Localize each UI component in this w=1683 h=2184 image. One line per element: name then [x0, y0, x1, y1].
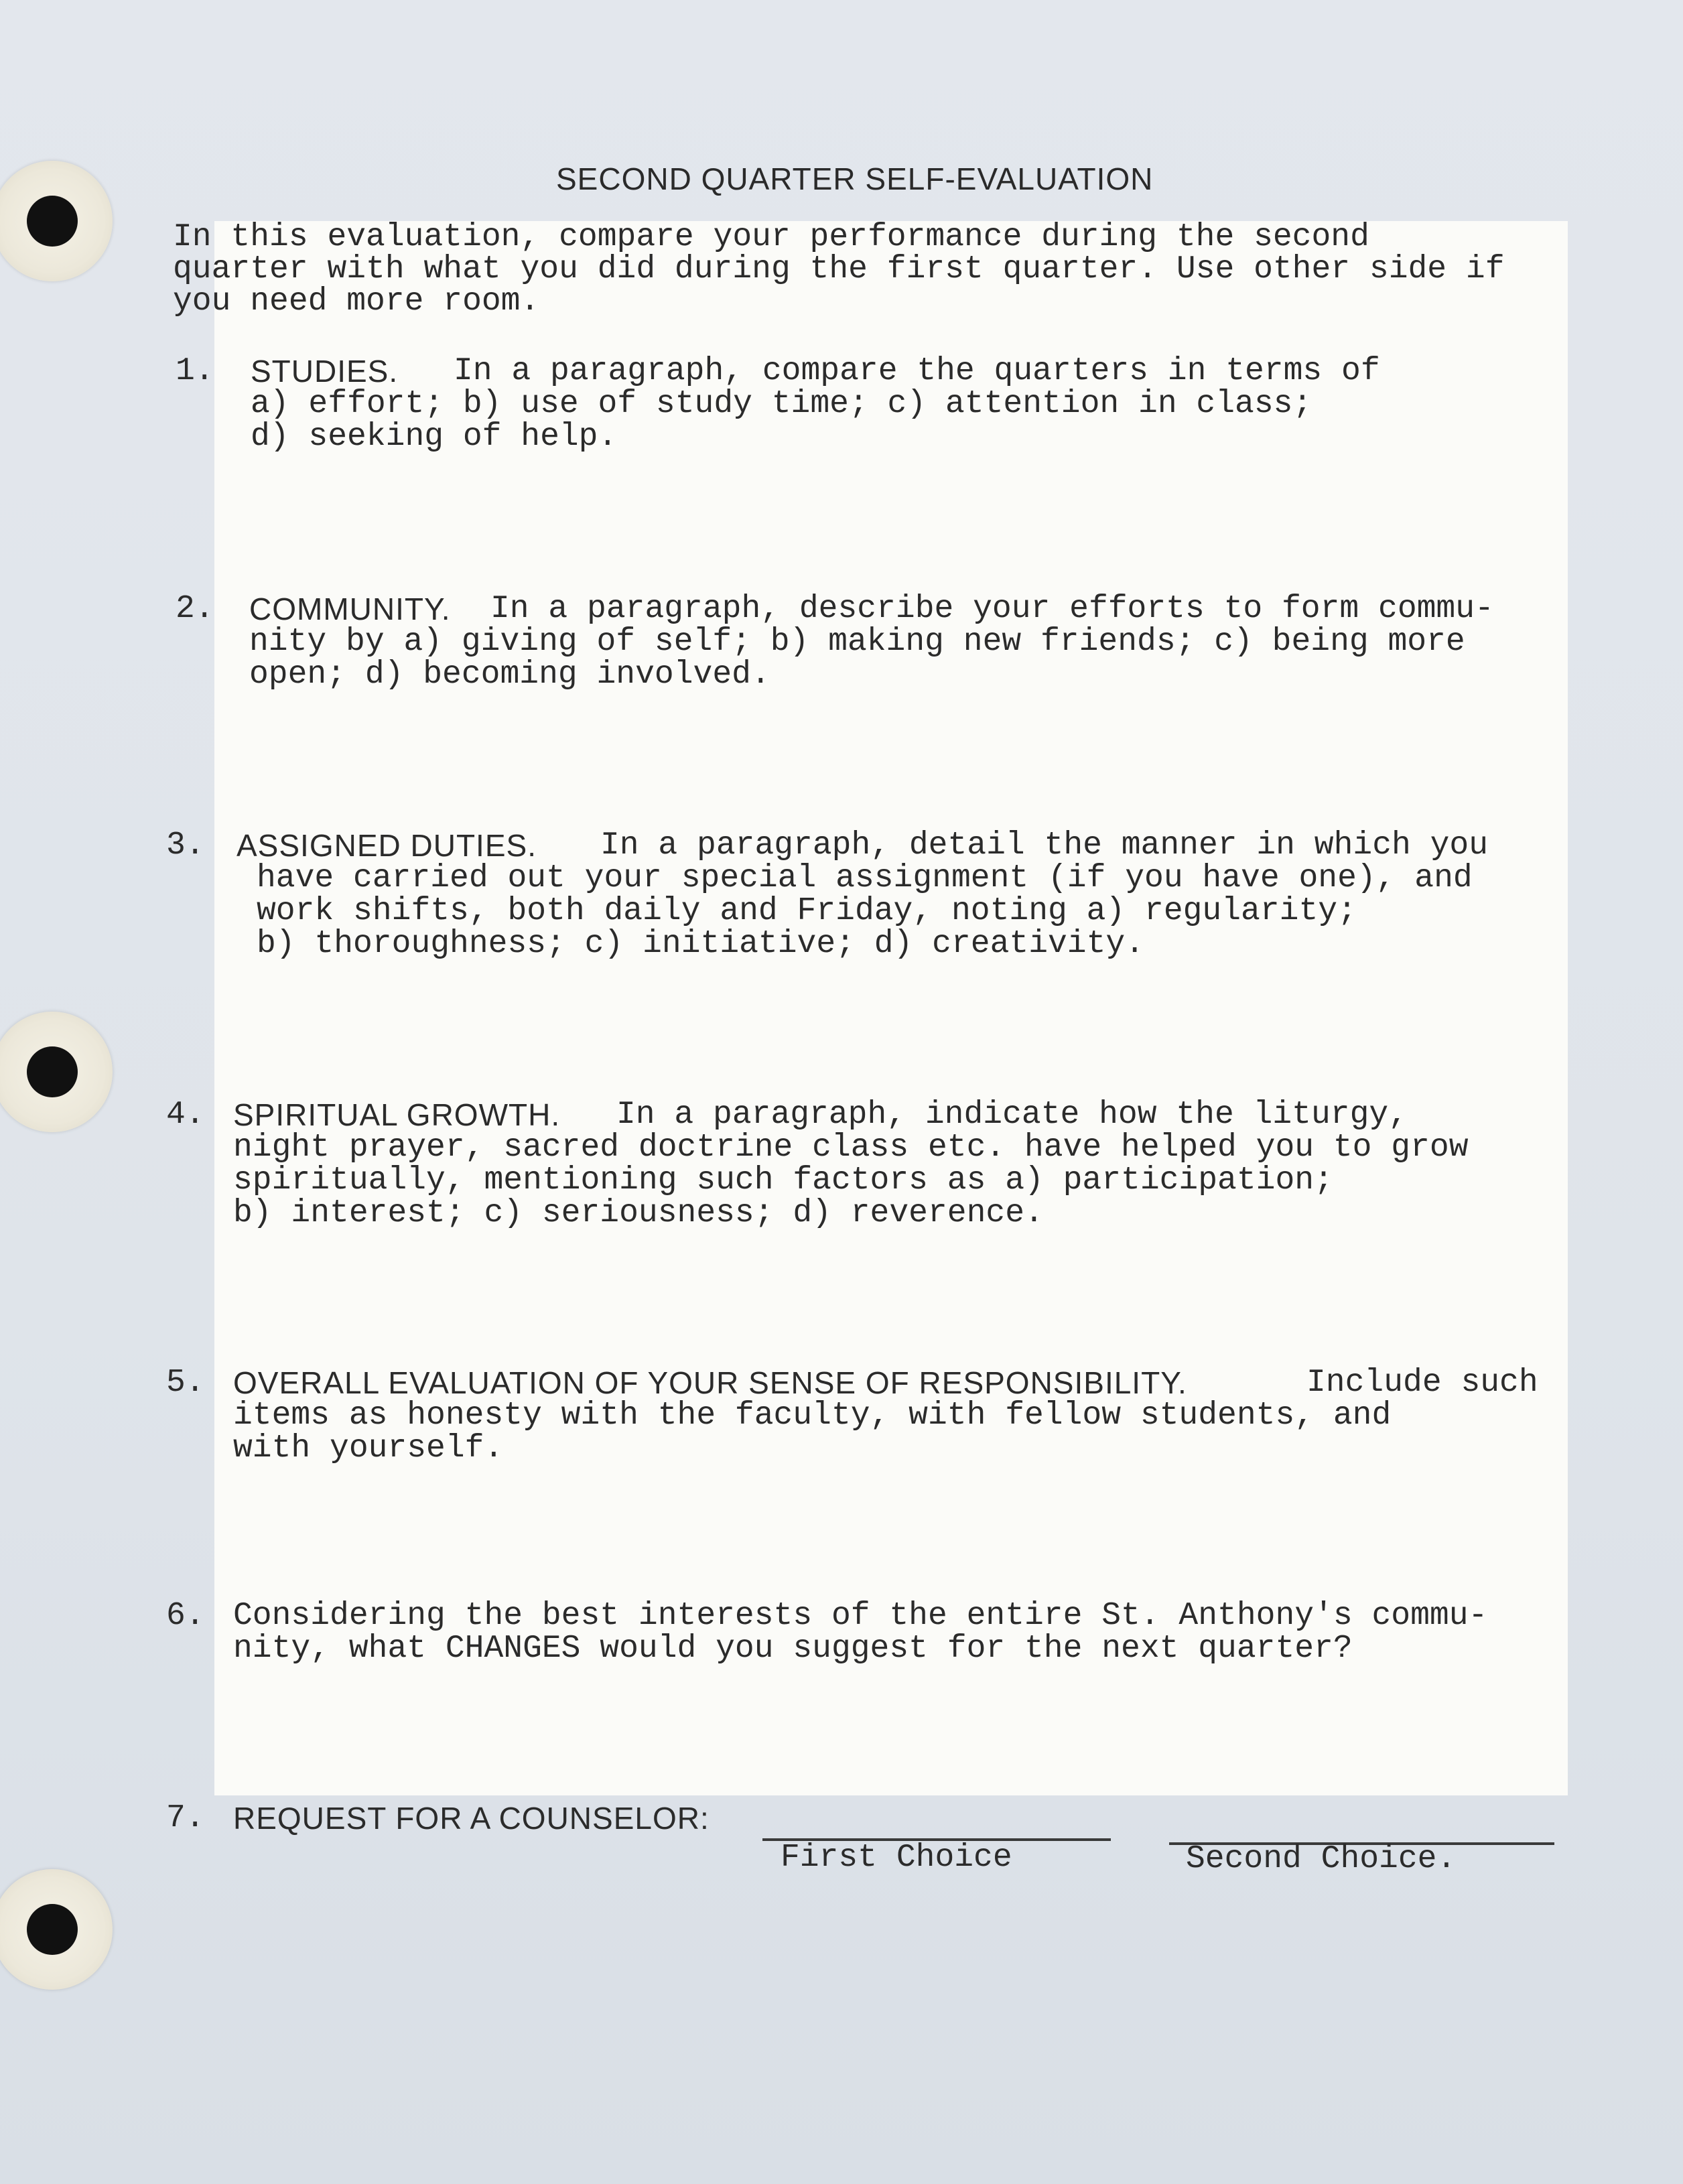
page-title: SECOND QUARTER SELF-EVALUATION [556, 161, 1154, 196]
question-heading: REQUEST FOR A COUNSELOR: [233, 1801, 710, 1836]
question-heading: ASSIGNED DUTIES. [237, 828, 537, 863]
question-number: 5. [166, 1365, 205, 1401]
question-text-continuation: have carried out your special assignment (if you have one), and work shifts, both daily and Friday, noting a) regularity; b) thoroughness; c) initiative; d) creativity. [257, 860, 1473, 962]
question-text-continuation: night prayer, sacred doctrine class etc. have helped you to grow spiritually, mentioning such factors as a) participation; b) interest; c) seriousness; d) reverence. [233, 1130, 1469, 1231]
question-text-line-1: Considering the best interests of the entire St. Anthony's commu- [233, 1598, 1488, 1634]
question-number: 2. [176, 591, 214, 627]
question-1 [176, 355, 1603, 529]
question-6 [166, 1600, 1593, 1774]
question-text-line-1: In a paragraph, describe your efforts to form commu- [490, 591, 1494, 627]
question-text-continuation: a) effort; b) use of study time; c) attention in class; d) seeking of help. [251, 386, 1312, 455]
question-number: 1. [176, 353, 214, 389]
first-choice-label: First Choice [781, 1840, 1012, 1876]
question-text-continuation: items as honesty with the faculty, with fellow students, and with yourself. [233, 1397, 1392, 1466]
question-text-line-1: Include such [1306, 1365, 1538, 1401]
question-text-line-1: In a paragraph, indicate how the liturgy, [616, 1097, 1408, 1133]
question-heading: SPIRITUAL GROWTH. [233, 1097, 561, 1132]
question-4 [166, 1099, 1593, 1273]
question-heading: OVERALL EVALUATION OF YOUR SENSE OF RESPONSIBILITY. [233, 1365, 1187, 1400]
question-number: 6. [166, 1598, 205, 1634]
question-text-line-1: In a paragraph, detail the manner in which you [600, 827, 1489, 864]
intro-instructions: In this evaluation, compare your performance during the second quarter with what you did during the first quarter. Use other side if you need more room. [173, 219, 1505, 320]
question-heading: STUDIES. [251, 354, 399, 389]
question-7 [166, 1802, 1593, 1976]
question-heading: COMMUNITY. [249, 592, 451, 626]
question-number: 7. [166, 1800, 205, 1836]
question-text-continuation: nity, what CHANGES would you suggest for the next quarter? [233, 1631, 1353, 1667]
question-5 [166, 1367, 1593, 1541]
question-number: 3. [166, 827, 205, 864]
second-choice-label: Second Choice. [1186, 1841, 1457, 1877]
question-number: 4. [166, 1097, 205, 1133]
question-text-continuation: nity by a) giving of self; b) making new friends; c) being more open; d) becoming involved. [249, 624, 1465, 693]
question-3 [166, 829, 1593, 1004]
question-2 [176, 593, 1603, 767]
question-text-line-1: In a paragraph, compare the quarters in terms of [454, 353, 1380, 389]
